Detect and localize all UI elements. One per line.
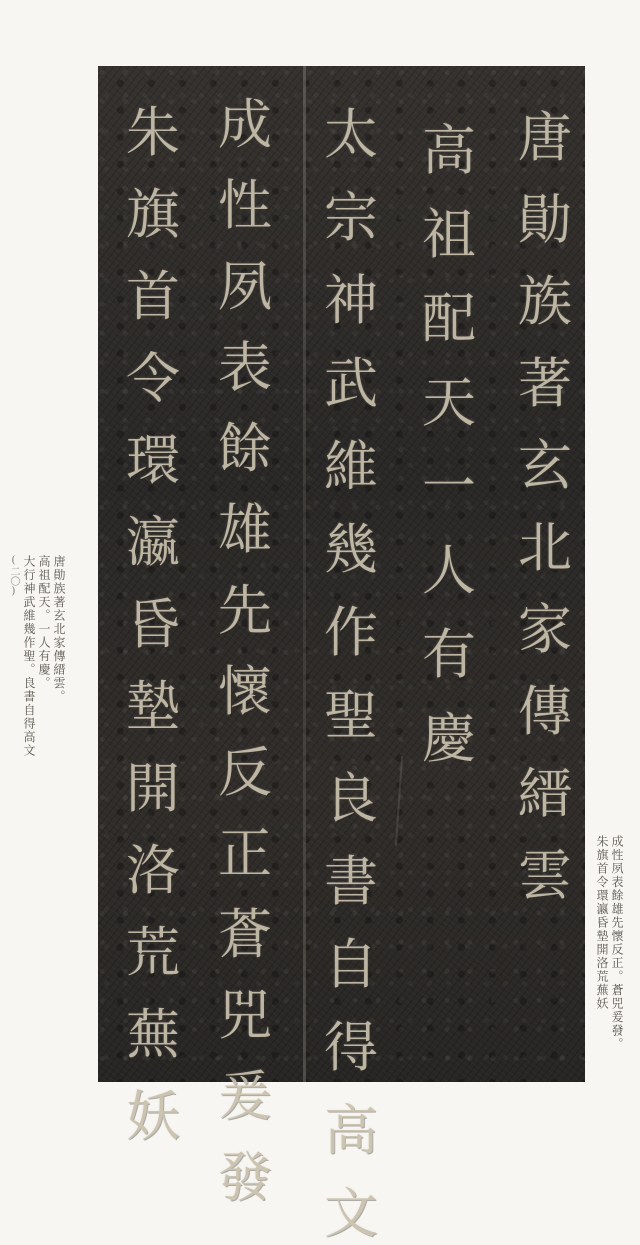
- page-number: (二〇): [8, 555, 19, 597]
- rubbing-character: 天: [422, 371, 476, 434]
- transcription-line: 成性夙表餘雄先懷反正。蒼兕爰發。: [610, 835, 624, 1051]
- rubbing-character: 蒼: [218, 903, 272, 966]
- rubbing-character: 墊: [126, 675, 180, 738]
- rubbing-character: 旗: [126, 183, 180, 246]
- rubbing-character: 作: [324, 601, 378, 664]
- transcription-line: 高祖配天。一人有慶。: [37, 555, 51, 690]
- rubbing-character: 文: [324, 1182, 378, 1245]
- rubbing-character: 先: [218, 579, 272, 642]
- rubbing-character: 配: [422, 287, 476, 350]
- rubbing-character: 環: [126, 429, 180, 492]
- rubbing-character: 宗: [324, 186, 378, 249]
- rubbing-character: 朱: [126, 101, 180, 164]
- rubbing-character: 神: [324, 269, 378, 332]
- rubbing-character: 家: [518, 598, 572, 661]
- transcription-right: [594, 835, 624, 1051]
- rubbing-column-5: [118, 66, 188, 1148]
- rubbing-character: 昏: [126, 593, 180, 656]
- rubbing-character: 太: [324, 103, 378, 166]
- rubbing-character: 慶: [422, 707, 476, 770]
- rubbing-character: 正: [218, 822, 272, 885]
- rubbing-character: 著: [518, 352, 572, 415]
- transcription-left: [6, 555, 66, 758]
- rubbing-character: 人: [422, 539, 476, 602]
- rubbing-character: 高: [422, 119, 476, 182]
- rubbing-character: 性: [218, 174, 272, 237]
- page-seam: [303, 66, 306, 1082]
- rubbing-character: 蕪: [126, 1003, 180, 1066]
- rubbing-character: 武: [324, 352, 378, 415]
- rubbing-character: 祖: [422, 203, 476, 266]
- rubbing-character: 書: [324, 850, 378, 913]
- rubbing-character: 兕: [218, 984, 272, 1047]
- rubbing-character: 雄: [218, 498, 272, 561]
- rubbing-character: 表: [218, 336, 272, 399]
- rubbing-character: 發: [218, 1146, 272, 1209]
- rubbing-character: 一: [422, 455, 476, 518]
- rubbing-character: 餘: [218, 417, 272, 480]
- rubbing-character: 令: [126, 347, 180, 410]
- rubbing-character: 唐: [518, 106, 572, 169]
- rubbing-character: 反: [218, 741, 272, 804]
- rubbing-character: 高: [324, 1099, 378, 1162]
- rubbing-character: 勛: [518, 188, 572, 251]
- rubbing-character: 懷: [218, 660, 272, 723]
- rubbing-character: 荒: [126, 921, 180, 984]
- rubbing-column-3: [316, 66, 386, 1245]
- rubbing-character: 得: [324, 1016, 378, 1079]
- rubbing-character: 自: [324, 933, 378, 996]
- transcription-line: 唐勛族著玄北家傳縉雲。: [52, 555, 66, 704]
- rubbing-character: 洛: [126, 839, 180, 902]
- stele-rubbing: [98, 66, 585, 1245]
- rubbing-character: 有: [422, 623, 476, 686]
- rubbing-character: 族: [518, 270, 572, 333]
- rubbing-column-1: [510, 66, 580, 1127]
- rubbing-character: 夙: [218, 255, 272, 318]
- rubbing-character: 雲: [518, 844, 572, 907]
- rubbing-character: 玄: [518, 434, 572, 497]
- rubbing-character: 成: [218, 93, 272, 156]
- rubbing-character: 爰: [218, 1065, 272, 1128]
- rubbing-character: 妖: [126, 1085, 180, 1148]
- transcription-line: 朱旗首令環瀛昏墊開洛荒蕪妖: [595, 835, 609, 1011]
- transcription-line: 大行神武維幾作聖。良書自得高文: [22, 555, 36, 758]
- rubbing-character: 瀛: [126, 511, 180, 574]
- rubbing-character: 幾: [324, 518, 378, 581]
- rubbing-column-4: [210, 66, 280, 1209]
- rubbing-character: 北: [518, 516, 572, 579]
- rubbing-character: 縉: [518, 762, 572, 825]
- rubbing-character: 良: [324, 767, 378, 830]
- rubbing-character: 傳: [518, 680, 572, 743]
- rubbing-character: 開: [126, 757, 180, 820]
- rubbing-character: 維: [324, 435, 378, 498]
- rubbing-character: 聖: [324, 684, 378, 747]
- rubbing-character: 首: [126, 265, 180, 328]
- rubbing-column-2: [414, 66, 484, 1140]
- stone-crack: [395, 756, 403, 846]
